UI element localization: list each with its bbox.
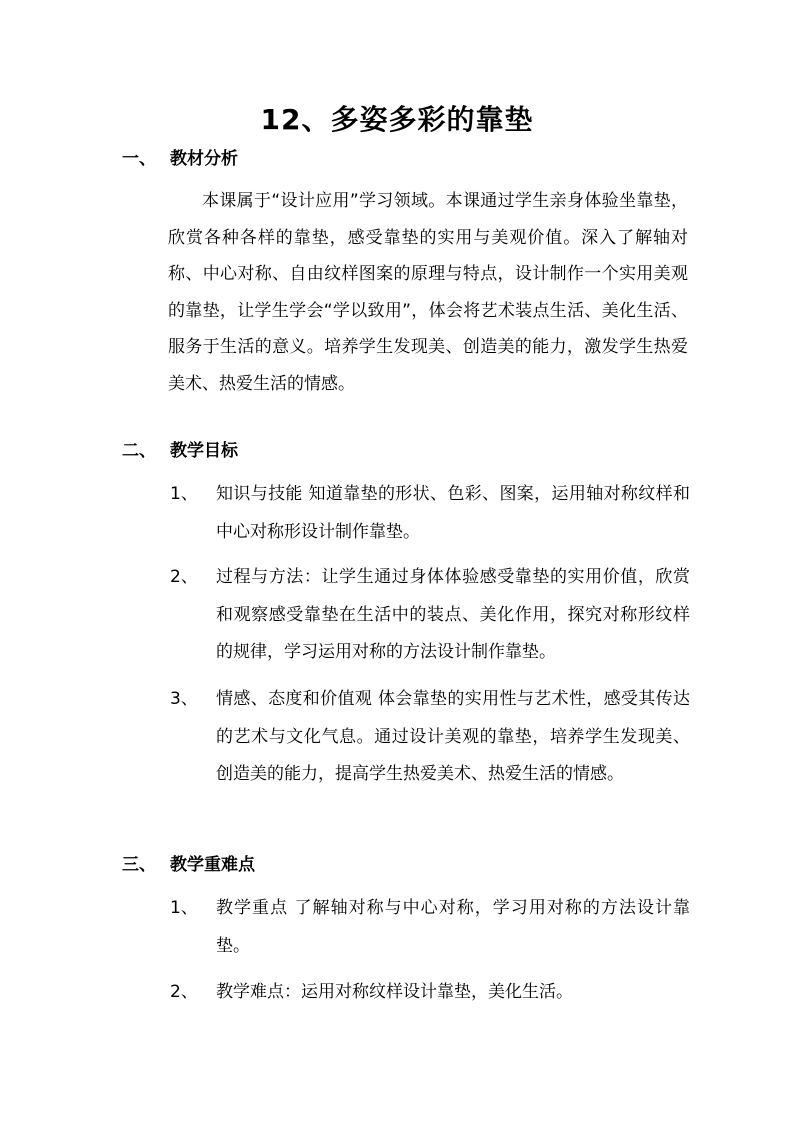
list-item — [170, 890, 690, 965]
list-item-text: 知识与技能 知道靠垫的形状、色彩、图案，运用轴对称纹样和中心对称形设计制作靠垫。 — [216, 484, 690, 542]
list-item-number: 2、 — [170, 982, 198, 1002]
list-item-number: 3、 — [170, 689, 198, 709]
section-heading-goals — [122, 439, 238, 463]
list-item-number: 2、 — [170, 567, 198, 587]
document-title: 12、多姿多彩的靠垫 — [260, 103, 534, 136]
section-heading-analysis — [122, 147, 238, 171]
section-title: 教学重难点 — [170, 855, 255, 875]
section-title: 教材分析 — [170, 149, 238, 169]
section-paragraph: 本课属于“设计应用”学习领域。本课通过学生亲身体验坐靠垫，欣赏各种各样的靠垫，感受靠垫的实用与美观价值。深入了解轴对称、中心对称、自由纹样图案的原理与特点，设计制作一个实用美观的靠垫，让学生学会“学以致用”，体会将艺术装点生活、美化生活、服务于生活的意义。培养学生发现美、创造美的能力，激发学生热爱美术、热爱生活的情感。 — [168, 191, 688, 394]
list-item-text: 情感、态度和价值观 体会靠垫的实用性与艺术性，感受其传达的艺术与文化气息。通过设计美观的靠垫，培养学生发现美、创造美的能力，提高学生热爱美术、热爱生活的情感。 — [216, 689, 690, 785]
section-number: 一、 — [122, 149, 156, 169]
list-item-number: 1、 — [170, 484, 198, 504]
section-number: 二、 — [122, 441, 156, 461]
list-item — [170, 559, 690, 672]
section-title: 教学目标 — [170, 441, 238, 461]
list-item-text: 教学重点 了解轴对称与中心对称，学习用对称的方法设计靠垫。 — [216, 898, 690, 956]
list-item — [170, 974, 690, 1012]
list-item — [170, 681, 690, 794]
section-heading-key-points — [122, 853, 255, 877]
list-item-number: 1、 — [170, 898, 198, 918]
list-item-text: 过程与方法：让学生通过身体体验感受靠垫的实用价值，欣赏和观察感受靠垫在生活中的装点、美化作用，探究对称形纹样的规律，学习运用对称的方法设计制作靠垫。 — [216, 567, 690, 663]
list-item-text: 教学难点：运用对称纹样设计靠垫，美化生活。 — [216, 982, 573, 1002]
section-number: 三、 — [122, 855, 156, 875]
list-item — [170, 476, 690, 551]
